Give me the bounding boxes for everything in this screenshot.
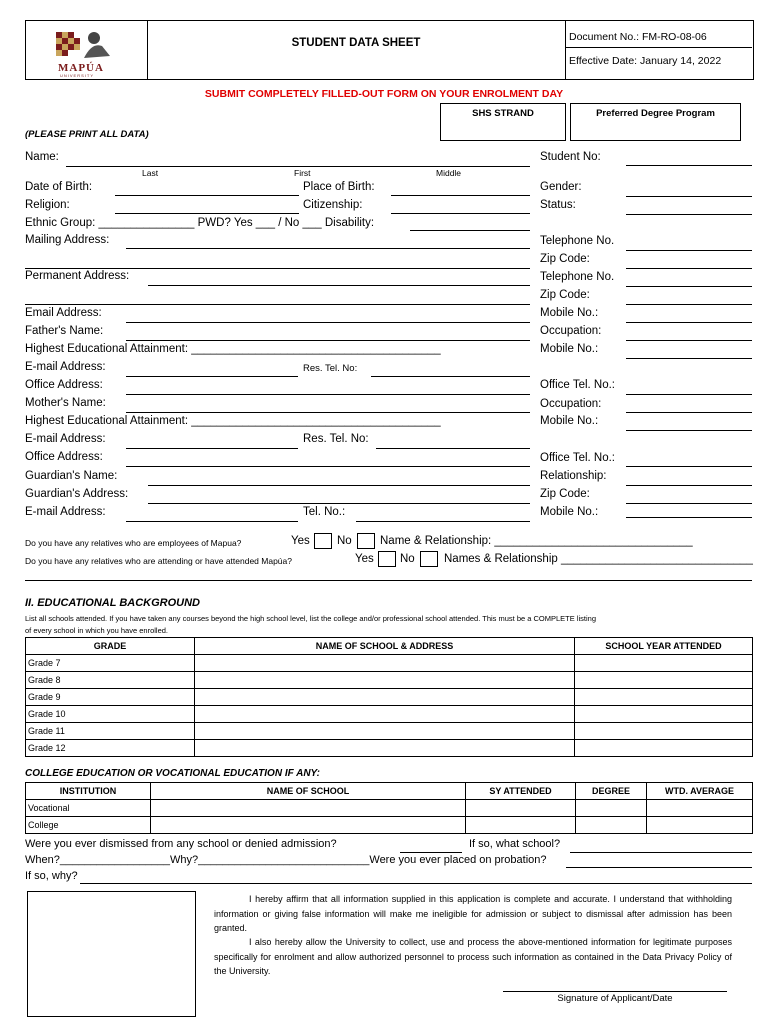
father-name-field[interactable] [126,340,530,341]
religion-field[interactable] [115,213,299,214]
permanent-address-field-2[interactable] [25,304,530,305]
school-cell[interactable] [151,800,466,817]
shs-strand-label: SHS STRAND [472,108,534,119]
guardian-tel-field[interactable] [356,521,530,522]
middle-name-caption: Middle [436,168,462,178]
disability-field[interactable] [410,230,530,231]
dob-field[interactable] [115,195,299,196]
school-name-column-header: NAME OF SCHOOL [151,783,466,800]
table-row [26,800,753,817]
print-note: (PLEASE PRINT ALL DATA) [25,129,149,140]
relatives-employees-yes-label: Yes [291,535,310,547]
institution-column-header: INSTITUTION [26,783,151,800]
mother-office-tel-field[interactable] [626,466,752,467]
university-logo [52,26,122,76]
name-field[interactable] [66,166,530,167]
college-education-heading: COLLEGE EDUCATION OR VOCATIONAL EDUCATION IF ANY: [25,768,320,779]
student-no-label: Student No: [540,151,601,163]
what-school-field[interactable] [570,852,752,853]
header-divider-right [565,20,566,79]
preferred-program-label: Preferred Degree Program [596,108,715,119]
when-why-probation-question: When?__________________Why?____________________________Were you ever placed on probation? [25,854,547,866]
table-row [26,655,753,672]
relatives-attending-name-field[interactable]: Names & Relationship ______________________________ [444,553,753,565]
mother-mobile-field[interactable] [626,430,752,431]
father-mobile-label: Mobile No.: [540,343,599,355]
average-cell[interactable] [647,817,753,834]
first-name-caption: First [294,168,311,178]
grade-cell: Grade 9 [26,689,195,706]
father-name-label: Father's Name: [25,325,104,337]
document-title: STUDENT DATA SHEET [291,37,421,49]
effective-date: Effective Date: January 14, 2022 [569,55,722,67]
school-cell[interactable] [195,723,575,740]
guardian-mobile-field[interactable] [626,517,752,518]
header-divider-left [147,20,148,79]
shs-strand-box[interactable] [440,103,566,141]
father-education-label: Highest Educational Attainment: _______________________________________ [25,343,441,355]
email-field[interactable] [126,322,530,323]
institution-cell: College [26,817,151,834]
mother-email-field[interactable] [126,448,298,449]
status-field[interactable] [626,214,752,215]
father-mobile-field[interactable] [626,358,752,359]
mother-occupation-field[interactable] [626,412,752,413]
affirmation-text: I hereby affirm that all information supplied in this application is complete and accurate. I understand that withholding information or giving false information will make me ineligible for admission or subject to dismissal after admission has been granted. [214,894,732,933]
wtd-average-column-header: WTD. AVERAGE [647,783,753,800]
privacy-paragraph [214,935,732,979]
grade-school-table [25,637,753,757]
guardian-name-field[interactable] [148,485,530,486]
grade-cell: Grade 12 [26,740,195,757]
grade-column-header: GRADE [26,638,195,655]
privacy-text: I also hereby allow the University to collect, use and process the above-mentioned information for legitimate purposes specifically for enrolment and allow authorized personnel to process such information as contained in the Data Privacy Policy of the University. [214,937,732,976]
mother-email-label: E-mail Address: [25,433,106,445]
relatives-attending-question: Do you have any relatives who are attending or have attended Mapúa? [25,556,292,566]
sy-cell[interactable] [466,800,576,817]
year-cell[interactable] [575,655,753,672]
relatives-attending-yes-label: Yes [355,553,374,565]
dismissed-field[interactable] [400,852,462,853]
grade-cell: Grade 8 [26,672,195,689]
affirmation-paragraph [214,892,732,936]
mother-education-label: Highest Educational Attainment: _______________________________________ [25,415,441,427]
guardian-email-field[interactable] [126,521,298,522]
table-row [26,706,753,723]
submission-notice: SUBMIT COMPLETELY FILLED-OUT FORM ON YOUR ENROLMENT DAY [204,88,564,100]
school-cell[interactable] [195,706,575,723]
zip-code-label-2: Zip Code: [540,289,590,301]
mother-mobile-label: Mobile No.: [540,415,599,427]
document-number: Document No.: FM-RO-08-06 [569,31,707,43]
logo-text: MAPÚA [58,62,104,74]
mother-res-tel-field[interactable] [376,448,530,449]
guardian-address-label: Guardian's Address: [25,488,129,500]
year-cell[interactable] [575,689,753,706]
father-email-label: E-mail Address: [25,361,106,373]
guardian-name-label: Guardian's Name: [25,470,118,482]
telephone-label: Telephone No. [540,235,615,247]
pob-field[interactable] [391,195,530,196]
college-table-header [26,783,753,800]
school-cell[interactable] [195,740,575,757]
student-no-field[interactable] [626,165,752,166]
telephone-label-2: Telephone No. [540,271,615,283]
logo-subtext: UNIVERSITY [60,73,95,78]
preferred-program-box[interactable] [570,103,741,141]
grade-cell: Grade 11 [26,723,195,740]
photo-box[interactable] [27,891,196,1017]
header-divider-mid [565,47,752,48]
grade-table-header [26,638,753,655]
status-label: Status: [540,199,576,211]
relatives-attending-no-checkbox[interactable] [420,551,438,567]
father-occupation-label: Occupation: [540,325,602,337]
sy-cell[interactable] [466,817,576,834]
father-res-tel-field[interactable] [371,376,530,377]
guardian-email-label: E-mail Address: [25,506,106,518]
probation-field[interactable] [566,867,752,868]
pob-label: Place of Birth: [303,181,375,193]
father-res-tel-label: Res. Tel. No: [303,363,358,374]
signature-field[interactable] [503,991,727,992]
header-frame [25,20,754,80]
if-so-why-field[interactable] [80,883,752,884]
mobile-field[interactable] [626,322,752,323]
zip-code-field-2[interactable] [626,304,752,305]
telephone-field-2[interactable] [626,286,752,287]
mobile-label: Mobile No.: [540,307,599,319]
guardian-relationship-field[interactable] [626,485,752,486]
citizenship-field[interactable] [391,213,530,214]
dob-label: Date of Birth: [25,181,93,193]
zip-code-field[interactable] [626,268,752,269]
mailing-address-field[interactable] [126,248,530,249]
mother-name-field[interactable] [126,412,530,413]
mother-office-label: Office Address: [25,451,103,463]
average-cell[interactable] [647,800,753,817]
name-label: Name: [25,151,59,163]
email-label: Email Address: [25,307,102,319]
permanent-address-field[interactable] [148,285,530,286]
school-cell[interactable] [195,672,575,689]
relatives-employees-no-checkbox[interactable] [357,533,375,549]
grade-cell: Grade 10 [26,706,195,723]
year-cell[interactable] [575,723,753,740]
year-cell[interactable] [575,672,753,689]
zip-code-label: Zip Code: [540,253,590,265]
guardian-tel-label: Tel. No.: [303,506,346,518]
school-address-column-header: NAME OF SCHOOL & ADDRESS [195,638,575,655]
ethnic-pwd-label: Ethnic Group: _______________ PWD? Yes ___ / No ___ Disability: [25,217,375,229]
table-row [26,740,753,757]
school-year-column-header: SCHOOL YEAR ATTENDED [575,638,753,655]
table-row [26,723,753,740]
signature-label: Signature of Applicant/Date [557,993,673,1004]
mother-office-tel-label: Office Tel. No.: [540,452,615,464]
sy-attended-column-header: SY ATTENDED [466,783,576,800]
mother-occupation-label: Occupation: [540,398,602,410]
relatives-employees-yes-checkbox[interactable] [314,533,332,549]
relatives-attending-field-2[interactable] [25,580,752,581]
mother-name-label: Mother's Name: [25,397,106,409]
degree-cell[interactable] [576,800,647,817]
school-cell[interactable] [195,689,575,706]
father-occupation-field[interactable] [626,340,752,341]
year-cell[interactable] [575,706,753,723]
educational-background-desc-2: of every school in which you have enrolled. [25,626,168,635]
year-cell[interactable] [575,740,753,757]
father-email-field[interactable] [126,376,298,377]
permanent-address-label: Permanent Address: [25,270,130,282]
degree-column-header: DEGREE [576,783,647,800]
educational-background-heading: II. EDUCATIONAL BACKGROUND [25,597,200,609]
if-so-why-label: If so, why? [25,870,78,882]
school-cell[interactable] [195,655,575,672]
college-education-table [25,782,753,834]
relatives-employees-no-label: No [337,535,352,547]
guardian-zip-field[interactable] [626,503,752,504]
logo-emblem-icon [52,26,122,62]
school-cell[interactable] [151,817,466,834]
grade-cell: Grade 7 [26,655,195,672]
table-row [26,817,753,834]
what-school-label: If so, what school? [469,838,561,850]
guardian-relationship-label: Relationship: [540,470,607,482]
relatives-employees-question: Do you have any relatives who are employees of Mapua? [25,538,242,548]
relatives-attending-yes-checkbox[interactable] [378,551,396,567]
telephone-field[interactable] [626,250,752,251]
guardian-address-field[interactable] [148,503,530,504]
citizenship-label: Citizenship: [303,199,363,211]
institution-cell: Vocational [26,800,151,817]
dismissed-question: Were you ever dismissed from any school or denied admission? [25,838,337,850]
relatives-employees-name-field[interactable]: Name & Relationship: _______________________________ [380,535,693,547]
relatives-attending-no-label: No [400,553,415,565]
table-row [26,689,753,706]
guardian-mobile-label: Mobile No.: [540,506,599,518]
mailing-address-field-2[interactable] [25,268,530,269]
father-office-label: Office Address: [25,379,103,391]
father-office-tel-label: Office Tel. No.: [540,379,615,391]
degree-cell[interactable] [576,817,647,834]
mother-office-field[interactable] [126,466,530,467]
educational-background-desc-1: List all schools attended. If you have taken any courses beyond the high school level, list the college and/or professional school attended. This must be a COMPLETE listing [25,614,597,623]
father-office-tel-field[interactable] [626,394,752,395]
mother-res-tel-label: Res. Tel. No: [303,433,369,445]
guardian-zip-label: Zip Code: [540,488,590,500]
last-name-caption: Last [142,168,159,178]
mailing-address-label: Mailing Address: [25,234,110,246]
table-row [26,672,753,689]
religion-label: Religion: [25,199,70,211]
father-office-field[interactable] [126,394,530,395]
gender-label: Gender: [540,181,582,193]
gender-field[interactable] [626,196,752,197]
